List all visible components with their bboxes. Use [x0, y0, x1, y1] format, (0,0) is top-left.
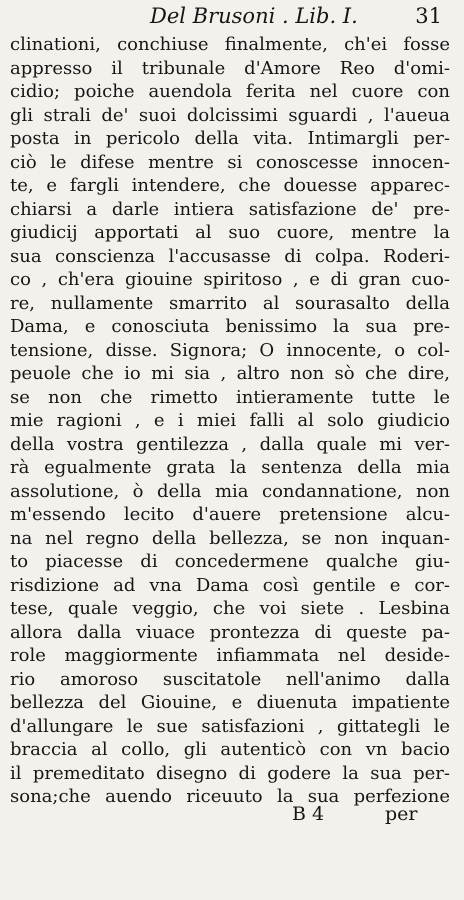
- text-line: rio amoroso suscitatole nell'animo dalla: [10, 668, 450, 690]
- text-line: il premeditato disegno di godere la sua per-: [10, 762, 450, 784]
- text-line: allora dalla viuace prontezza di queste pa-: [10, 621, 450, 643]
- text-line: se non che rimetto intieramente tutte le: [10, 386, 450, 408]
- text-line: chiarsi a darle intiera satisfazione de' pre-: [10, 198, 450, 220]
- text-line: tensione, disse. Signora; O innocente, o col-: [10, 339, 450, 361]
- text-line: tese, quale veggio, che voi siete . Lesbina: [10, 598, 450, 619]
- text-line: cidio; poiche auendola ferita nel cuore con: [10, 81, 450, 102]
- text-line: risdizione ad vna Dama così gentile e cor-: [10, 574, 450, 596]
- text-line: ciò le difese mentre si conoscesse innocen-: [10, 151, 450, 173]
- text-line: co , ch'era giouine spiritoso , e di gran cuo-: [10, 269, 450, 290]
- text-line: role maggiormente infiammata nel deside-: [10, 645, 450, 666]
- running-head: [150, 4, 442, 34]
- page-footer: [0, 803, 464, 831]
- text-line: braccia al collo, gli autenticò con vn bacio: [10, 739, 450, 760]
- text-line: m'essendo lecito d'auere pretensione alcu-: [10, 504, 450, 525]
- text-line: mie ragioni , e i miei falli al solo giudicio: [10, 410, 450, 431]
- catchword: per: [385, 803, 418, 825]
- text-line: giudicij apportati al suo cuore, mentre la: [10, 222, 450, 243]
- text-line: sona;che auendo riceuuto la sua perfezione: [10, 786, 450, 807]
- text-line: bellezza del Giouine, e diuenuta impatiente: [10, 692, 450, 713]
- text-line: Dama, e conosciuta benissimo la sua pre-: [10, 316, 450, 337]
- page-number: 31: [415, 4, 442, 28]
- body-text: [10, 33, 450, 809]
- text-line: te, e fargli intendere, che douesse apparec-: [10, 175, 450, 196]
- signature-mark: B 4: [292, 803, 325, 825]
- text-line: na nel regno della bellezza, se non inquan-: [10, 527, 450, 549]
- text-line: della vostra gentilezza , dalla quale mi ver-: [10, 433, 450, 455]
- text-line: posta in pericolo della vita. Intimargli per-: [10, 128, 450, 149]
- text-line: rà egualmente grata la sentenza della mia: [10, 457, 450, 478]
- text-line: sua conscienza l'accusasse di colpa. Roderi-: [10, 245, 450, 267]
- text-line: assolutione, ò della mia condannatione, non: [10, 480, 450, 502]
- text-line: peuole che io mi sia , altro non sò che dire,: [10, 363, 450, 384]
- text-line: to piacesse di concedermene qualche giu-: [10, 551, 450, 572]
- text-line: clinationi, conchiuse finalmente, ch'ei fosse: [10, 34, 450, 55]
- text-line: appresso il tribunale d'Amore Reo d'omi-: [10, 57, 450, 79]
- text-line: d'allungare le sue satisfazioni , gittategli le: [10, 715, 450, 737]
- text-line: gli strali de' suoi dolcissimi sguardi , l'aueua: [10, 104, 450, 126]
- running-title: Del Brusoni . Lib. I.: [150, 4, 358, 28]
- text-line: re, nullamente smarrito al sourasalto della: [10, 292, 450, 314]
